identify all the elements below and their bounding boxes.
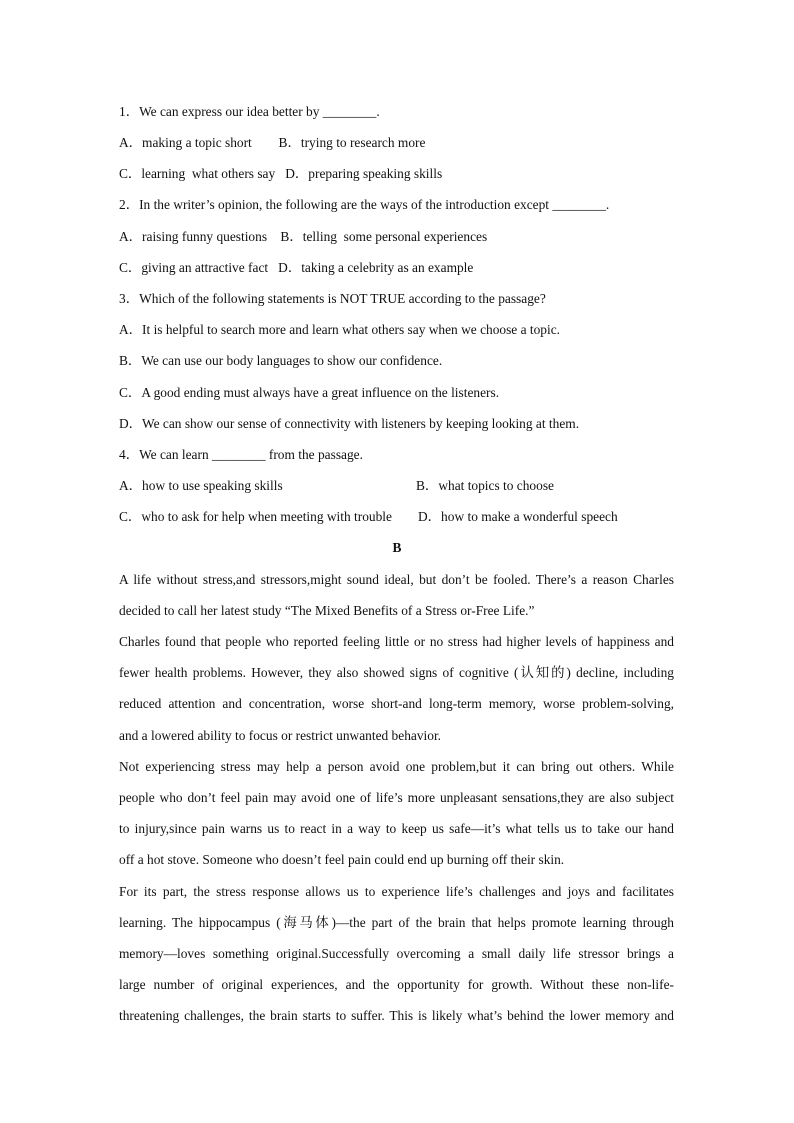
passage-line: off a hot stove. Someone who doesn’t feel pain could end up burning off their skin. bbox=[119, 852, 565, 867]
passage-line: decided to call her latest study “The Mixed Benefits of a Stress or-Free Life.” bbox=[119, 603, 535, 618]
question-3-option-c: C．A good ending must always have a great influence on the listeners. bbox=[119, 385, 500, 400]
passage-line: Not experiencing stress may help a person avoid one problem,but it can bring out others. While bbox=[119, 759, 674, 774]
passage-line: fewer health problems. However, they also showed signs of cognitive (认知的) decline, including bbox=[119, 665, 674, 680]
question-1-options-ab: A．making a topic short B．trying to research more bbox=[119, 135, 426, 150]
question-3-option-b: B．We can use our body languages to show our confidence. bbox=[119, 353, 443, 368]
passage-line: For its part, the stress response allows us to experience life’s challenges and joys and facilitates bbox=[119, 884, 674, 899]
passage-line: large number of original experiences, and the opportunity for growth. Without these non-life- bbox=[119, 977, 674, 992]
question-2-options-cd: C．giving an attractive fact D．taking a celebrity as an example bbox=[119, 260, 474, 275]
question-4-option-c: C．who to ask for help when meeting with trouble bbox=[119, 509, 392, 524]
passage-line: learning. The hippocampus (海马体)—the part of the brain that helps promote learning through bbox=[119, 915, 674, 930]
section-b-heading: B bbox=[392, 540, 402, 555]
passage-line: to injury,since pain warns us to react in a way to keep us safe—it’s what tells us to take our hand bbox=[119, 821, 674, 836]
question-3-option-d: D．We can show our sense of connectivity with listeners by keeping looking at them. bbox=[119, 416, 580, 431]
question-4-option-d: D．how to make a wonderful speech bbox=[418, 509, 618, 524]
passage-line: reduced attention and concentration, worse short-and long-term memory, worse problem-solving, bbox=[119, 696, 674, 711]
question-1-options-cd: C．learning what others say D．preparing speaking skills bbox=[119, 166, 443, 181]
question-4-stem: 4．We can learn ________ from the passage. bbox=[119, 447, 363, 462]
question-4-option-b: B．what topics to choose bbox=[416, 478, 554, 493]
question-2-stem: 2．In the writer’s opinion, the following are the ways of the introduction except ________. bbox=[119, 197, 610, 212]
question-4-option-a: A．how to use speaking skills bbox=[119, 478, 283, 493]
passage-line: threatening challenges, the brain starts to suffer. This is likely what’s behind the lower memory and bbox=[119, 1008, 674, 1023]
question-2-options-ab: A．raising funny questions B．telling some personal experiences bbox=[119, 229, 488, 244]
question-1-stem: 1．We can express our idea better by ________. bbox=[119, 104, 380, 119]
passage-line: memory—loves something original.Successfully overcoming a small daily life stressor brings a bbox=[119, 946, 674, 961]
passage-line: people who don’t feel pain may avoid one of life’s more unpleasant sensations,they are also subject bbox=[119, 790, 674, 805]
question-3-option-a: A．It is helpful to search more and learn what others say when we choose a topic. bbox=[119, 322, 561, 337]
question-3-stem: 3．Which of the following statements is NOT TRUE according to the passage? bbox=[119, 291, 546, 306]
passage-line: Charles found that people who reported feeling little or no stress had higher levels of happiness and bbox=[119, 634, 674, 649]
passage-line: and a lowered ability to focus or restrict unwanted behavior. bbox=[119, 728, 442, 743]
passage-line: A life without stress,and stressors,might sound ideal, but don’t be fooled. There’s a reason Charles bbox=[119, 572, 674, 587]
